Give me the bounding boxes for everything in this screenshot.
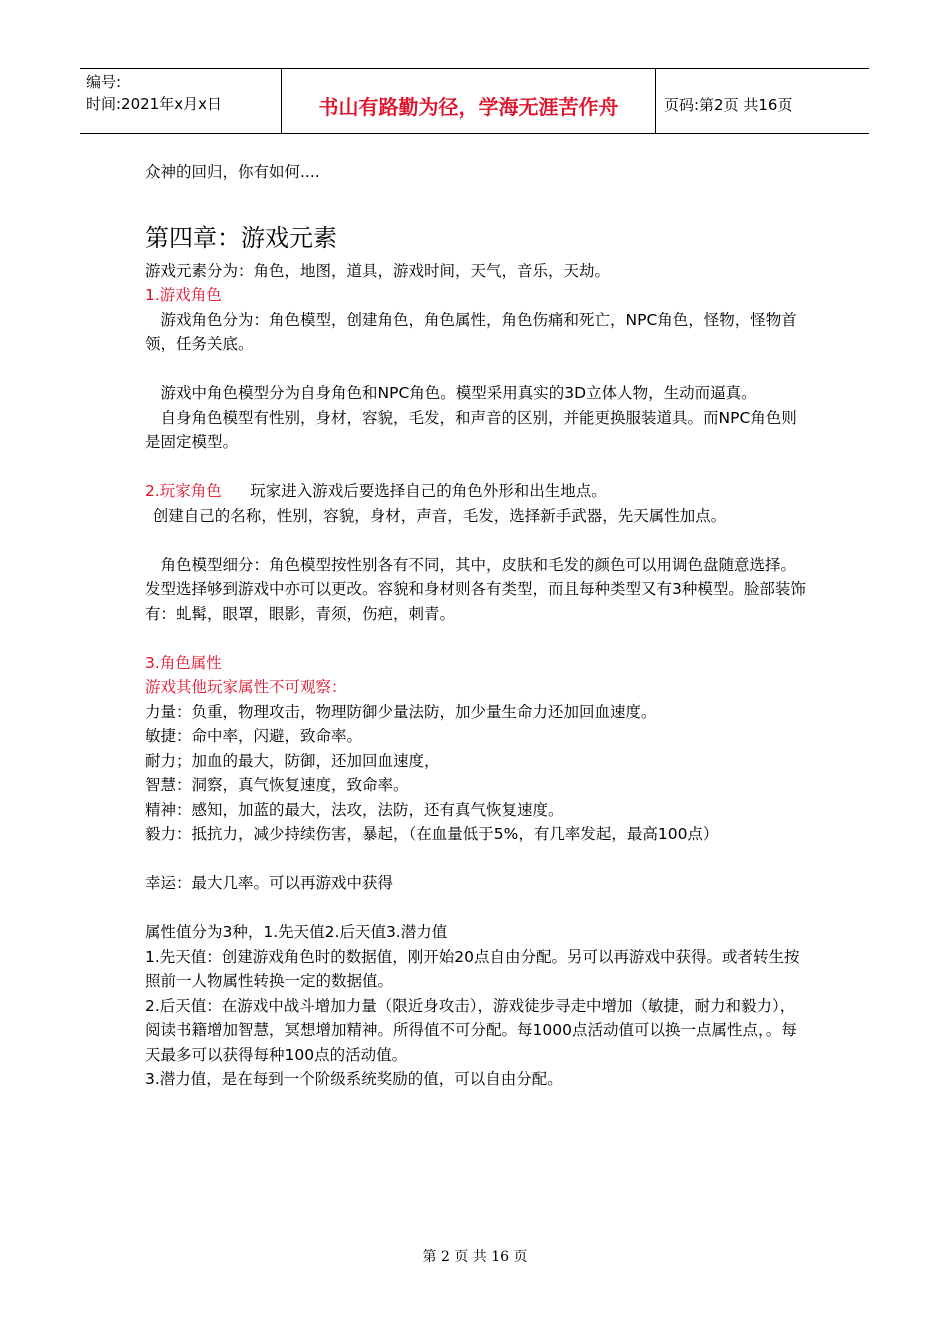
value-acquired: 2.后天值：在游戏中战斗增加力量（限近身攻击），游戏徒步寻走中增加（敏捷，耐力和毅力），阅读书籍增加智慧，冥想增加精神。所得值不可分配。每1000点活动值可以换一点属性点，。每天最多可以获得每种100点的活动值。 (145, 996, 797, 1064)
section-2-para-2: 角色模型细分：角色模型按性别各有不同，其中，皮肤和毛发的颜色可以用调色盘随意选择。发型选择够到游戏中亦可以更改。容貌和身材则各有类型，而且每种类型又有3种模型。脸部装饰有：虬髯，眼罩，眼影，青须，伤疤，刺青。 (145, 555, 806, 623)
attr-spirit: 精神：感知，加蓝的最大，法攻，法防，还有真气恢复速度。 (145, 800, 564, 819)
value-innate: 1.先天值：创建游戏角色时的数据值，刚开始20点自由分配。另可以再游戏中获得。或者转生按照前一人物属性转换一定的数据值。 (145, 947, 800, 990)
section-1-para-1: 游戏角色分为：角色模型，创建角色，角色属性，角色伤痛和死亡，NPC角色，怪物，怪物首领，任务关底。 (145, 310, 797, 353)
intro-line: 众神的回归，你有如何.... (145, 163, 320, 181)
doc-date-label: 时间:2021年x月x日 (86, 95, 222, 113)
doc-number-label: 编号: (86, 73, 122, 91)
attr-wisdom: 智慧：洞察，真气恢复速度，致命率。 (145, 776, 409, 794)
header-page-label: 页码:第2页 共16页 (664, 95, 793, 114)
attr-endurance: 耐力；加血的最大，防御，还加回血速度， (145, 751, 440, 770)
section-2-line (145, 479, 810, 504)
elements-line: 游戏元素分为：角色，地图，道具，游戏时间，天气，音乐，天劫。 (145, 261, 611, 280)
section-2-inline-text: 玩家进入游戏后要选择自己的角色外形和出生地点。 (250, 482, 607, 500)
section-2-para-1: 创建自己的名称，性别，容貌，身材，声音，毛发，选择新手武器，先天属性加点。 (152, 506, 727, 525)
section-1-heading: 1.游戏角色 (145, 286, 222, 304)
page-header (80, 68, 869, 134)
section-1-para-3: 自身角色模型有性别，身材，容貌，毛发，和声音的区别，并能更换服装道具。而NPC角色则是固定模型。 (145, 408, 797, 451)
attr-strength: 力量：负重，物理攻击，物理防御少量法防，加少量生命力还加回血速度。 (145, 702, 657, 721)
document-body (145, 160, 810, 1092)
attr-willpower: 毅力：抵抗力，减少持续伤害，暴起，（在血量低于5%，有几率发起，最高100点） (145, 825, 719, 843)
header-motto: 书山有路勤为径，学海无涯苦作舟 (282, 69, 656, 133)
attr-luck: 幸运：最大几率。可以再游戏中获得 (145, 874, 394, 892)
section-3-heading: 3.角色属性 (145, 653, 222, 672)
chapter-title: 第四章：游戏元素 (145, 223, 337, 252)
page-footer: 第 2 页 共 16 页 (422, 1249, 528, 1265)
value-potential: 3.潜力值，是在每到一个阶级系统奖励的值，可以自由分配。 (145, 1070, 563, 1088)
section-1-para-2: 游戏中角色模型分为自身角色和NPC角色。模型采用真实的3D立体人物，生动而逼真。 (160, 384, 757, 402)
attr-agility: 敏捷：命中率，闪避，致命率。 (145, 727, 363, 745)
header-meta (80, 69, 282, 133)
section-3-subheading: 游戏其他玩家属性不可观察： (145, 678, 347, 696)
values-intro: 属性值分为3种，1.先天值2.后天值3.潜力值 (145, 923, 448, 941)
section-2-heading: 2.玩家角色 (145, 482, 222, 500)
